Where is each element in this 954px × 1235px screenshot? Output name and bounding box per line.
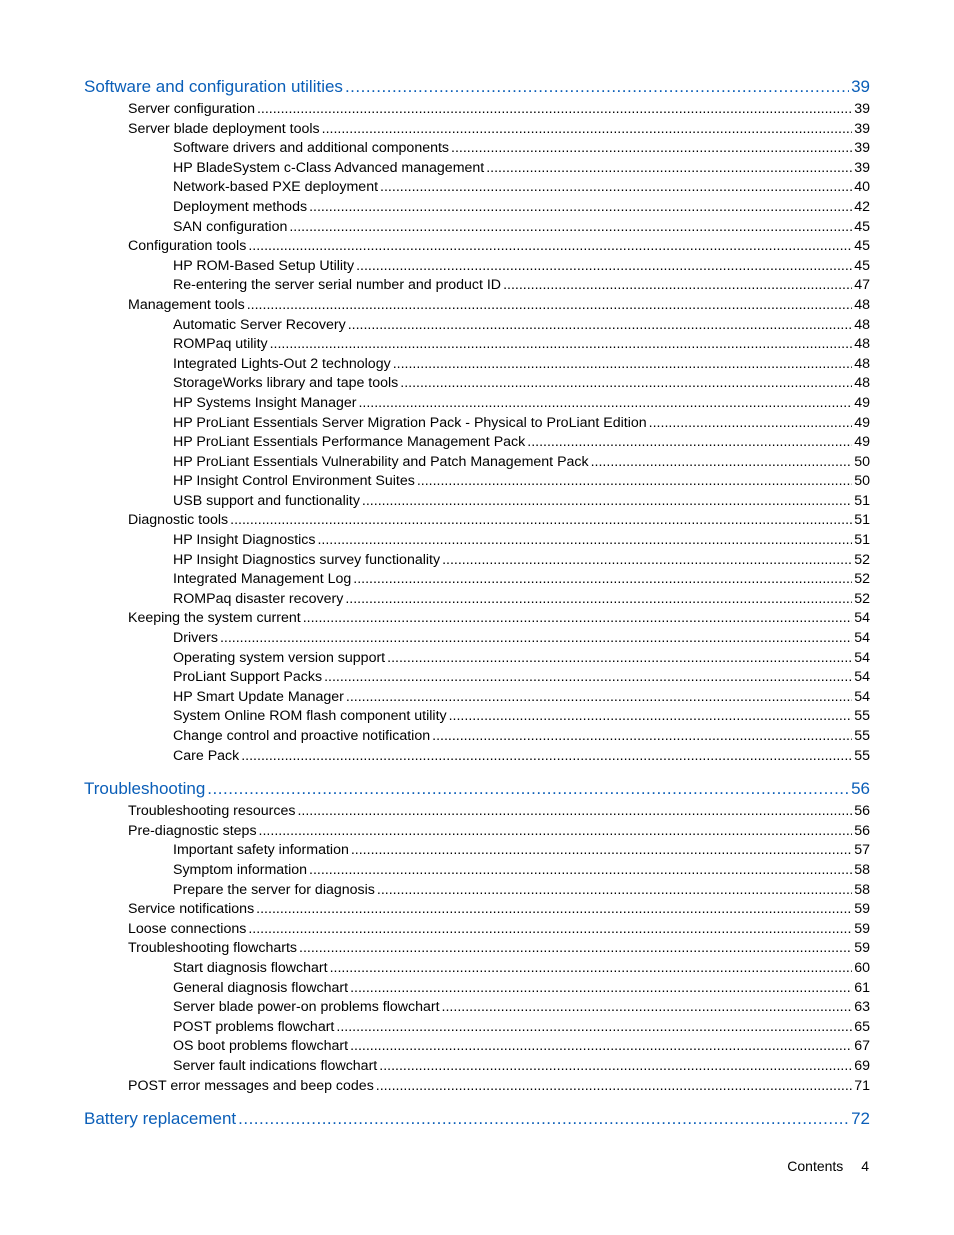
toc-entry-page[interactable]: 49: [854, 434, 870, 451]
toc-dot-leader: [351, 841, 852, 861]
footer-section-label: Contents: [787, 1158, 844, 1174]
toc-entry[interactable]: [84, 590, 870, 610]
toc-entry[interactable]: [84, 668, 870, 688]
toc-entry-title[interactable]: Drivers: [173, 630, 218, 647]
toc-entry-title[interactable]: General diagnosis flowchart: [173, 979, 349, 996]
toc-entry-page[interactable]: 45: [854, 238, 870, 255]
toc-entry-page[interactable]: 72: [851, 1109, 870, 1129]
toc-entry[interactable]: [84, 900, 870, 920]
toc-entry-page[interactable]: 49: [854, 394, 870, 411]
toc-entry-title[interactable]: Pre-diagnostic steps: [128, 822, 257, 839]
toc-entry-page[interactable]: 52: [854, 590, 870, 607]
toc-dot-leader: [317, 531, 852, 551]
toc-entry[interactable]: [84, 453, 870, 473]
toc-entry-title[interactable]: Symptom information: [173, 861, 308, 878]
toc-entry[interactable]: [84, 335, 870, 355]
toc-entry-page[interactable]: 47: [854, 277, 870, 294]
toc-entry-title[interactable]: HP ROM-Based Setup Utility: [173, 257, 355, 274]
toc-entry-page[interactable]: 45: [854, 257, 870, 274]
toc-entry-page[interactable]: 61: [854, 979, 870, 996]
toc-entry-page[interactable]: 48: [854, 336, 870, 353]
toc-entry-title[interactable]: Keeping the system current: [128, 610, 301, 627]
toc-entry-title[interactable]: HP ProLiant Essentials Performance Management Pack: [173, 434, 526, 451]
toc-entry-page[interactable]: 54: [854, 688, 870, 705]
toc-entry[interactable]: [84, 237, 870, 257]
toc-entry-title[interactable]: StorageWorks library and tape tools: [173, 375, 399, 392]
toc-entry[interactable]: [84, 374, 870, 394]
toc-dot-leader: [345, 74, 849, 100]
toc-entry[interactable]: [84, 920, 870, 940]
toc-entry-title[interactable]: Troubleshooting flowcharts: [128, 940, 298, 957]
toc-dot-leader: [356, 257, 852, 277]
toc-entry[interactable]: [84, 198, 870, 218]
toc-entry[interactable]: [84, 551, 870, 571]
toc-entry-title[interactable]: HP ProLiant Essentials Vulnerability and Patch Management Pack: [173, 453, 589, 470]
toc-entry-page[interactable]: 69: [854, 1057, 870, 1074]
toc-dot-leader: [345, 590, 852, 610]
table-of-contents: [84, 74, 870, 1132]
toc-dot-leader: [346, 688, 852, 708]
toc-entry-page[interactable]: 58: [854, 861, 870, 878]
toc-entry[interactable]: [84, 959, 870, 979]
toc-entry-page[interactable]: 49: [854, 414, 870, 431]
toc-dot-leader: [324, 668, 852, 688]
toc-entry-title[interactable]: ROMPaq utility: [173, 336, 268, 353]
toc-entry[interactable]: [84, 74, 870, 100]
toc-entry-page[interactable]: 48: [854, 296, 870, 313]
toc-dot-leader: [432, 727, 852, 747]
toc-dot-leader: [442, 551, 852, 571]
toc-dot-leader: [230, 511, 852, 531]
toc-entry-title[interactable]: Management tools: [128, 296, 245, 313]
toc-entry-page[interactable]: 48: [854, 316, 870, 333]
toc-dot-leader: [591, 453, 853, 473]
toc-entry-page[interactable]: 45: [854, 218, 870, 235]
toc-entry[interactable]: [84, 316, 870, 336]
toc-entry[interactable]: [84, 100, 870, 120]
toc-entry[interactable]: [84, 394, 870, 414]
toc-entry[interactable]: [84, 707, 870, 727]
toc-dot-leader: [486, 159, 852, 179]
toc-dot-leader: [350, 979, 852, 999]
toc-entry[interactable]: [84, 861, 870, 881]
toc-entry-page[interactable]: 60: [854, 959, 870, 976]
toc-dot-leader: [380, 178, 852, 198]
toc-dot-leader: [270, 335, 853, 355]
toc-entry-title[interactable]: HP Smart Update Manager: [173, 688, 344, 705]
toc-entry-page[interactable]: 42: [854, 198, 870, 215]
toc-entry[interactable]: [84, 822, 870, 842]
toc-entry-title[interactable]: Software drivers and additional components: [173, 140, 450, 157]
toc-entry-page[interactable]: 51: [854, 512, 870, 529]
toc-entry-title[interactable]: Battery replacement: [84, 1109, 237, 1129]
toc-entry-page[interactable]: 52: [854, 551, 870, 568]
toc-entry[interactable]: [84, 276, 870, 296]
toc-entry[interactable]: [84, 472, 870, 492]
toc-entry[interactable]: [84, 1037, 870, 1057]
toc-dot-leader: [400, 374, 852, 394]
toc-entry[interactable]: [84, 939, 870, 959]
toc-entry-title[interactable]: System Online ROM flash component utility: [173, 708, 447, 725]
toc-entry-title[interactable]: Troubleshooting resources: [128, 803, 296, 820]
toc-entry-title[interactable]: Re-entering the server serial number and product ID: [173, 277, 502, 294]
toc-dot-leader: [503, 276, 852, 296]
toc-dot-leader: [358, 394, 852, 414]
toc-entry-page[interactable]: 48: [854, 355, 870, 372]
toc-dot-leader: [362, 492, 852, 512]
toc-entry-page[interactable]: 52: [854, 571, 870, 588]
toc-dot-leader: [376, 1077, 852, 1097]
toc-entry-page[interactable]: 59: [854, 920, 870, 937]
toc-entry-title[interactable]: ProLiant Support Packs: [173, 669, 323, 686]
toc-entry[interactable]: [84, 531, 870, 551]
toc-entry-page[interactable]: 54: [854, 630, 870, 647]
toc-entry-title[interactable]: HP Insight Control Environment Suites: [173, 473, 415, 490]
toc-dot-leader: [348, 316, 853, 336]
toc-dot-leader: [309, 198, 852, 218]
toc-entry[interactable]: [84, 120, 870, 140]
toc-entry-page[interactable]: 58: [854, 881, 870, 898]
toc-entry-title[interactable]: Start diagnosis flowchart: [173, 959, 328, 976]
toc-entry-title[interactable]: Diagnostic tools: [128, 512, 229, 529]
toc-entry[interactable]: [84, 414, 870, 434]
toc-dot-leader: [449, 707, 853, 727]
toc-entry-title[interactable]: SAN configuration: [173, 218, 288, 235]
toc-dot-leader: [299, 939, 852, 959]
toc-dot-leader: [353, 570, 852, 590]
toc-entry-title[interactable]: Server configuration: [128, 101, 255, 117]
toc-dot-leader: [387, 649, 852, 669]
toc-entry[interactable]: [84, 609, 870, 629]
toc-entry-title[interactable]: HP Insight Diagnostics: [173, 532, 316, 549]
toc-entry[interactable]: [84, 727, 870, 747]
toc-dot-leader: [336, 1018, 852, 1038]
toc-entry[interactable]: [84, 139, 870, 159]
toc-entry-page[interactable]: 39: [854, 101, 870, 117]
toc-entry-title[interactable]: Configuration tools: [128, 238, 247, 255]
toc-dot-leader: [256, 900, 852, 920]
toc-entry-title[interactable]: Integrated Management Log: [173, 571, 352, 588]
toc-entry-title[interactable]: HP Systems Insight Manager: [173, 394, 357, 411]
toc-dot-leader: [379, 1057, 852, 1077]
toc-dot-leader: [527, 433, 852, 453]
toc-entry-title[interactable]: Operating system version support: [173, 649, 386, 666]
toc-dot-leader: [241, 747, 852, 767]
toc-entry[interactable]: [84, 257, 870, 277]
toc-entry[interactable]: [84, 998, 870, 1018]
toc-entry[interactable]: [84, 511, 870, 531]
toc-entry-page[interactable]: 54: [854, 610, 870, 627]
toc-entry-title[interactable]: Change control and proactive notification: [173, 728, 431, 744]
toc-entry[interactable]: [84, 433, 870, 453]
toc-entry-title[interactable]: Important safety information: [173, 842, 349, 859]
toc-entry[interactable]: [84, 355, 870, 375]
toc-entry-title[interactable]: POST error messages and beep codes: [128, 1077, 374, 1094]
toc-dot-leader: [238, 1106, 849, 1132]
toc-dot-leader: [330, 959, 853, 979]
toc-entry[interactable]: [84, 802, 870, 822]
toc-entry-title[interactable]: Server blade power-on problems flowchart: [173, 999, 440, 1016]
toc-dot-leader: [303, 609, 853, 629]
toc-dot-leader: [322, 120, 853, 140]
page-footer: [787, 1158, 869, 1174]
toc-dot-leader: [649, 414, 853, 434]
toc-entry-title[interactable]: ROMPaq disaster recovery: [173, 590, 344, 607]
toc-entry-page[interactable]: 51: [854, 492, 870, 509]
toc-entry[interactable]: [84, 1057, 870, 1077]
toc-entry-title[interactable]: USB support and functionality: [173, 492, 360, 509]
toc-dot-leader: [309, 861, 852, 881]
toc-entry-title[interactable]: POST problems flowchart: [173, 1018, 335, 1035]
toc-dot-leader: [297, 802, 852, 822]
toc-entry-title[interactable]: Troubleshooting: [84, 779, 206, 799]
toc-dot-leader: [289, 218, 852, 238]
toc-entry-page[interactable]: 48: [854, 375, 870, 392]
toc-dot-leader: [451, 139, 852, 159]
toc-entry-page[interactable]: 55: [854, 728, 870, 744]
toc-entry-title[interactable]: HP BladeSystem c-Class Advanced management: [173, 159, 485, 176]
toc-entry[interactable]: [84, 629, 870, 649]
toc-entry-page[interactable]: 50: [854, 453, 870, 470]
toc-dot-leader: [220, 629, 852, 649]
toc-entry[interactable]: [84, 1077, 870, 1097]
toc-entry[interactable]: [84, 649, 870, 669]
toc-entry-page[interactable]: 51: [854, 532, 870, 549]
toc-entry[interactable]: [84, 747, 870, 767]
toc-entry-title[interactable]: Service notifications: [128, 901, 255, 918]
toc-entry-page[interactable]: 55: [854, 708, 870, 725]
toc-entry-page[interactable]: 50: [854, 473, 870, 490]
toc-entry-page[interactable]: 57: [854, 842, 870, 859]
toc-entry[interactable]: [84, 979, 870, 999]
toc-entry-title[interactable]: HP ProLiant Essentials Server Migration Pack - Physical to ProLiant Edition: [173, 414, 647, 431]
toc-entry[interactable]: [84, 841, 870, 861]
toc-dot-leader: [442, 998, 853, 1018]
toc-entry-title[interactable]: Software and configuration utilities: [84, 77, 343, 96]
footer-page-number: 4: [861, 1158, 869, 1174]
toc-dot-leader: [248, 920, 852, 940]
toc-dot-leader: [247, 296, 852, 316]
toc-dot-leader: [417, 472, 852, 492]
toc-entry-title[interactable]: Care Pack: [173, 747, 240, 764]
toc-entry-title[interactable]: Automatic Server Recovery: [173, 316, 346, 333]
toc-entry-page[interactable]: 54: [854, 669, 870, 686]
toc-entry-page[interactable]: 65: [854, 1018, 870, 1035]
toc-entry-page[interactable]: 59: [854, 901, 870, 918]
toc-entry-page[interactable]: 56: [854, 803, 870, 820]
toc-entry-page[interactable]: 63: [854, 999, 870, 1016]
toc-entry-title[interactable]: HP Insight Diagnostics survey functionality: [173, 551, 441, 568]
toc-dot-leader: [350, 1037, 852, 1057]
toc-entry-page[interactable]: 40: [854, 179, 870, 196]
toc-entry[interactable]: [84, 178, 870, 198]
toc-entry-page[interactable]: 56: [854, 822, 870, 839]
toc-entry-page[interactable]: 54: [854, 649, 870, 666]
toc-dot-leader: [257, 100, 852, 120]
toc-entry-page[interactable]: 59: [854, 940, 870, 957]
toc-entry-page[interactable]: 56: [851, 779, 870, 799]
toc-entry[interactable]: [84, 1018, 870, 1038]
toc-entry-page[interactable]: 67: [854, 1038, 870, 1055]
toc-entry[interactable]: [84, 218, 870, 238]
toc-entry-page[interactable]: 39: [854, 120, 870, 137]
toc-entry[interactable]: [84, 159, 870, 179]
toc-dot-leader: [207, 776, 849, 802]
toc-entry-page[interactable]: 71: [854, 1077, 870, 1094]
toc-entry-title[interactable]: Network-based PXE deployment: [173, 179, 379, 196]
toc-entry-title[interactable]: Deployment methods: [173, 198, 308, 215]
toc-dot-leader: [377, 881, 852, 901]
toc-entry[interactable]: [84, 296, 870, 316]
toc-entry-title[interactable]: Prepare the server for diagnosis: [173, 881, 375, 898]
toc-entry-page[interactable]: 39: [851, 77, 870, 96]
toc-entry[interactable]: [84, 492, 870, 512]
toc-entry-title[interactable]: Loose connections: [128, 920, 247, 937]
toc-entry[interactable]: [84, 1106, 870, 1132]
toc-entry-page[interactable]: 39: [854, 140, 870, 157]
toc-dot-leader: [393, 355, 853, 375]
toc-entry[interactable]: [84, 570, 870, 590]
toc-dot-leader: [259, 822, 853, 842]
toc-dot-leader: [248, 237, 852, 257]
toc-entry-title[interactable]: OS boot problems flowchart: [173, 1038, 349, 1055]
toc-entry-title[interactable]: Server blade deployment tools: [128, 120, 320, 137]
toc-entry[interactable]: [84, 776, 870, 802]
toc-entry-title[interactable]: Server fault indications flowchart: [173, 1057, 378, 1074]
toc-entry[interactable]: [84, 688, 870, 708]
toc-entry-page[interactable]: 55: [854, 747, 870, 764]
toc-entry-page[interactable]: 39: [854, 159, 870, 176]
toc-entry[interactable]: [84, 881, 870, 901]
toc-entry-title[interactable]: Integrated Lights-Out 2 technology: [173, 355, 391, 372]
